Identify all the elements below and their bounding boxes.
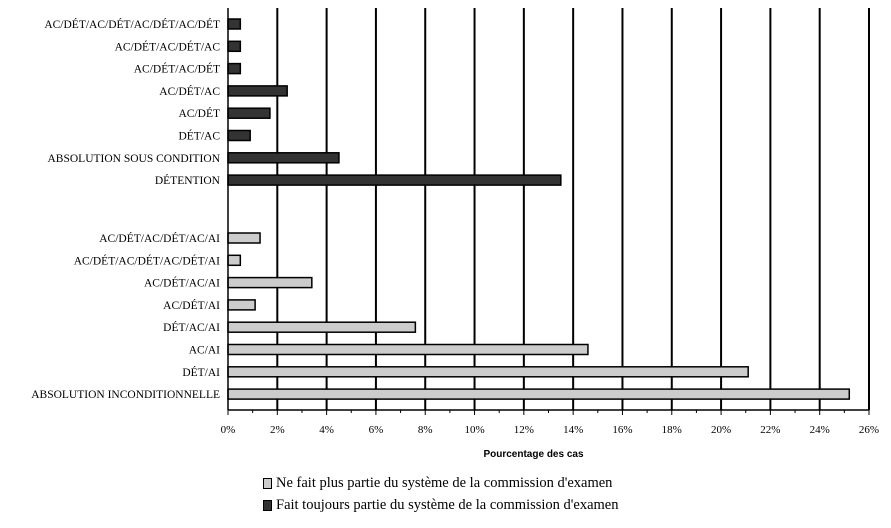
x-tick-label: 8% [417,424,433,436]
category-label: AC/DÉT/AC/DÉT/AC/DÉT/AI [73,255,220,268]
legend-swatch-dark [263,500,272,511]
bars [228,19,849,399]
legend-label-no-longer: Ne fait plus partie du système de la commission d'examen [276,475,613,491]
category-label: AC/DÉT [178,108,220,121]
category-label: DÉT/AI [182,366,220,379]
x-tick-label: 2% [269,424,285,436]
category-label: AC/DÉT/AC/DÉT/AC/AI [99,233,220,245]
bar [228,300,255,310]
bar [228,108,270,118]
category-labels [31,17,220,401]
x-tick-label: 14% [563,424,584,436]
category-label: AC/AI [188,344,220,357]
x-tick-label: 18% [661,424,682,436]
category-label: AC/DÉT/AC/AI [143,277,220,290]
bar [228,41,240,51]
legend [263,472,619,516]
bar [228,322,415,332]
legend-item-no-longer [263,472,619,494]
bar [228,19,240,29]
x-tick-label: 10% [464,424,485,436]
bar [228,233,260,243]
bar [228,367,748,377]
category-label: AC/DÉT/AC/DÉT/AC/DÉT/AC/DÉT [44,19,220,31]
bar [228,278,312,288]
bar [228,86,287,96]
bar [228,345,588,355]
bar [228,255,240,265]
x-tick-label: 26% [858,424,880,436]
category-label: ABSOLUTION INCONDITIONNELLE [31,389,220,402]
x-tick-label: 22% [760,424,781,436]
legend-label-still: Fait toujours partie du système de la commission d'examen [276,497,619,513]
category-label: DÉT/AC [178,130,220,143]
category-label: DÉTENTION [154,175,220,188]
x-tick-label: 6% [368,424,384,436]
bar [228,175,561,185]
x-axis-title: Pourcentage des cas [483,449,584,460]
bar [228,131,250,141]
legend-item-still [263,494,619,516]
category-label: AC/DÉT/AC/DÉT [133,63,220,76]
category-label: AC/DÉT/AI [163,299,220,312]
x-tick-label: 16% [612,424,633,436]
bar [228,389,849,399]
category-label: ABSOLUTION SOUS CONDITION [47,152,220,165]
x-tick-label: 12% [513,424,534,436]
x-tick-label: 0% [220,424,236,436]
legend-swatch-light [263,478,272,489]
category-label: DÉT/AC/AI [163,322,220,335]
x-tick-label: 20% [710,424,732,436]
x-tick-label: 24% [809,424,830,436]
x-tick-label: 4% [319,424,334,436]
bar [228,153,339,163]
bar [228,64,240,74]
category-label: AC/DÉT/AC [159,85,220,98]
category-label: AC/DÉT/AC/DÉT/AC [114,41,220,54]
